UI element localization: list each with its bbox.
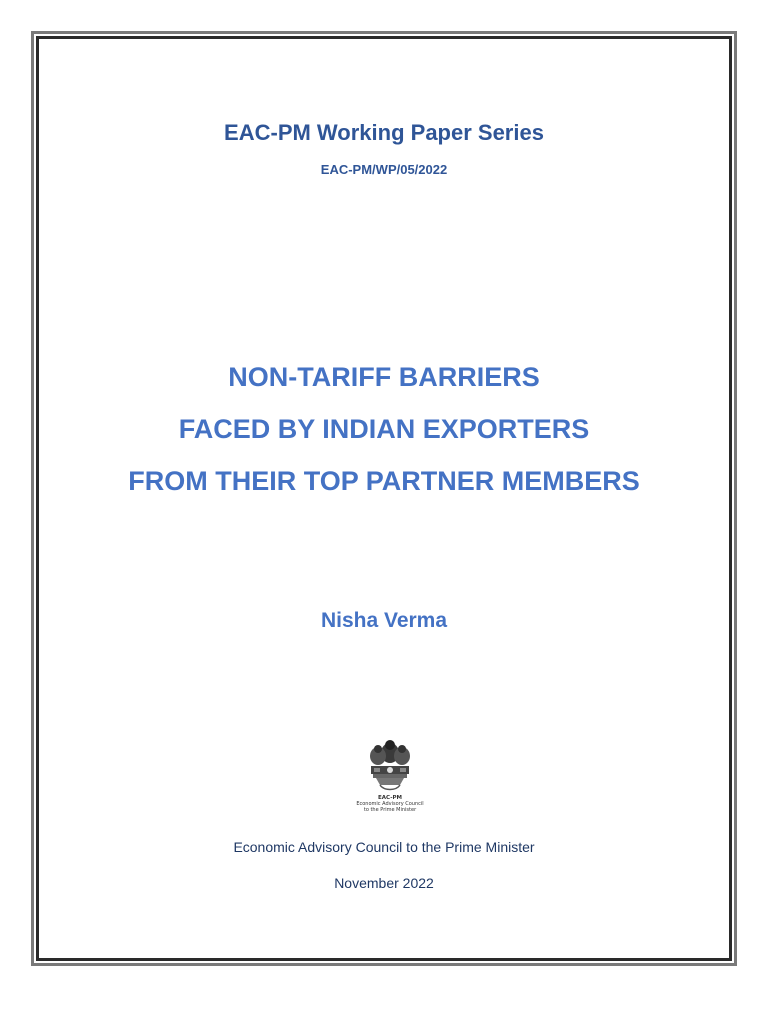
title-line-3: FROM THEIR TOP PARTNER MEMBERS [128, 466, 640, 496]
title-line-1: NON-TARIFF BARRIERS [228, 362, 540, 392]
author-name: Nisha Verma [320, 609, 448, 632]
publication-date: November 2022 [334, 875, 434, 891]
paper-title [39, 351, 729, 507]
emblem-caption-line-1: Economic Advisory Council [356, 801, 424, 807]
national-emblem-icon [354, 739, 426, 827]
cover-page [39, 39, 729, 958]
emblem-caption-line-2: to the Prime Minister [363, 807, 417, 813]
title-line-2: FACED BY INDIAN EXPORTERS [178, 414, 590, 444]
series-title: EAC-PM Working Paper Series [224, 120, 544, 145]
council-name: Economic Advisory Council to the Prime Minister [233, 839, 535, 855]
series-code: EAC-PM/WP/05/2022 [320, 162, 448, 177]
emblem-caption [339, 795, 441, 813]
emblem-abbr: EAC-PM [378, 795, 402, 801]
